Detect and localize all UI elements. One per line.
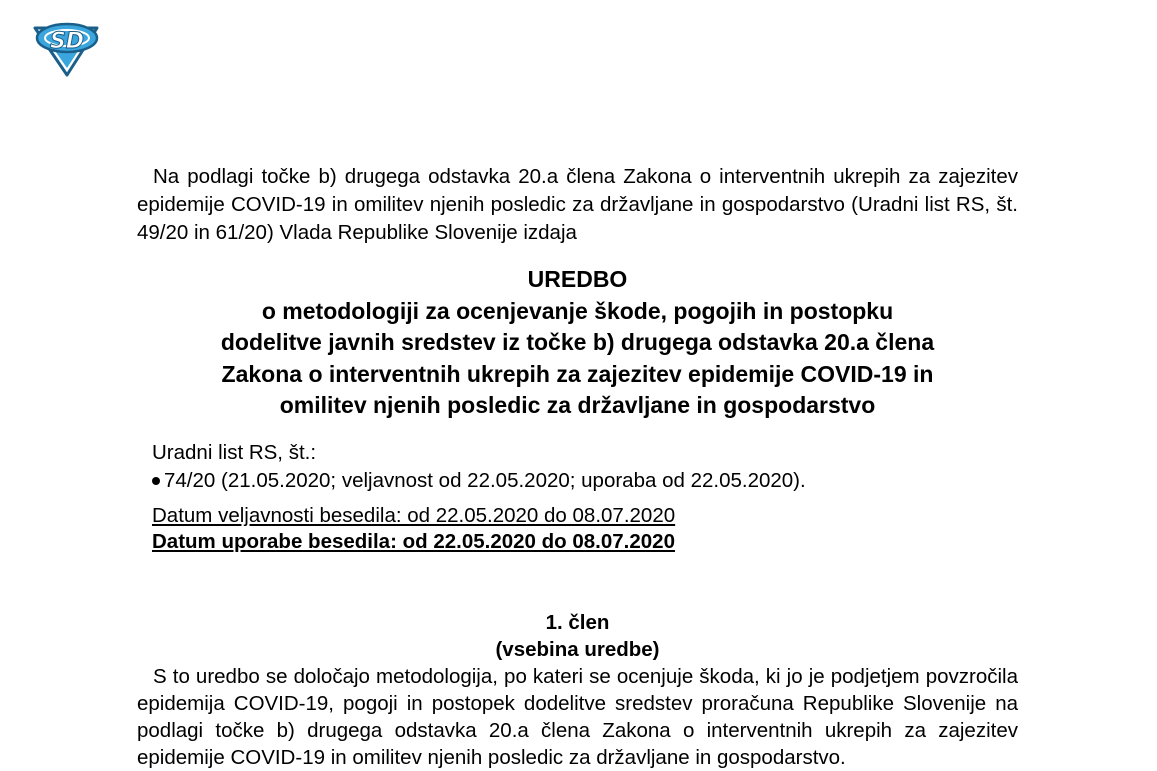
- application-date-text: Datum uporabe besedila: od 22.05.2020 do 08.07.2020: [152, 529, 675, 553]
- article-subtitle: (vsebina uredbe): [495, 637, 660, 661]
- title-line: o metodologiji za ocenjevanje škode, pogojih in postopku: [261, 297, 894, 324]
- publication-info: [137, 439, 1018, 495]
- logo-lettering: SD: [49, 29, 85, 54]
- validity-date-text: Datum veljavnosti besedila: od 22.05.2020 do 08.07.2020: [152, 503, 676, 527]
- article-number: 1. člen: [545, 610, 610, 634]
- regulation-title: [137, 264, 1018, 422]
- validity-dates: [137, 503, 1018, 555]
- bullet-icon: [152, 477, 160, 485]
- sd-shield-logo-icon: [31, 18, 103, 78]
- title-heading: UREDBO: [527, 266, 628, 292]
- article-1-heading: [137, 609, 1018, 663]
- document-body: [137, 163, 1018, 771]
- title-line: dodelitve javnih sredstev iz točke b) drugega odstavka 20.a člena: [220, 329, 935, 355]
- publication-label: Uradni list RS, št.:: [152, 440, 317, 464]
- publication-entry-text: 74/20 (21.05.2020; veljavnost od 22.05.2020; uporaba od 22.05.2020).: [164, 468, 806, 492]
- title-line: Zakona o interventnih ukrepih za zajezitev epidemije COVID-19 in: [221, 360, 934, 387]
- publication-entry: [152, 467, 1018, 495]
- title-line: omilitev njenih posledic za državljane in gospodarstvo: [279, 392, 876, 418]
- article-1-text: S to uredbo se določajo metodologija, po kateri se ocenjuje škoda, ki jo je podjetjem povzročila epidemija COVID-19, pogoji in postopek dodelitve sredstev proračuna Republike Slovenije na podlagi točke b) drugega odstavka 20.a člena Zakona o interventnih ukrepih za zajezitev epidemije COVID-19 in omilitev njenih posledic za državljane in gospodarstvo.: [137, 664, 1018, 769]
- intro-paragraph: Na podlagi točke b) drugega odstavka 20.a člena Zakona o interventnih ukrepih za zajezitev epidemije COVID-19 in omilitev njenih posledic za državljane in gospodarstvo (Uradni list RS, št. 49/20 in 61/20) Vlada Republike Slovenije izdaja: [137, 165, 1018, 244]
